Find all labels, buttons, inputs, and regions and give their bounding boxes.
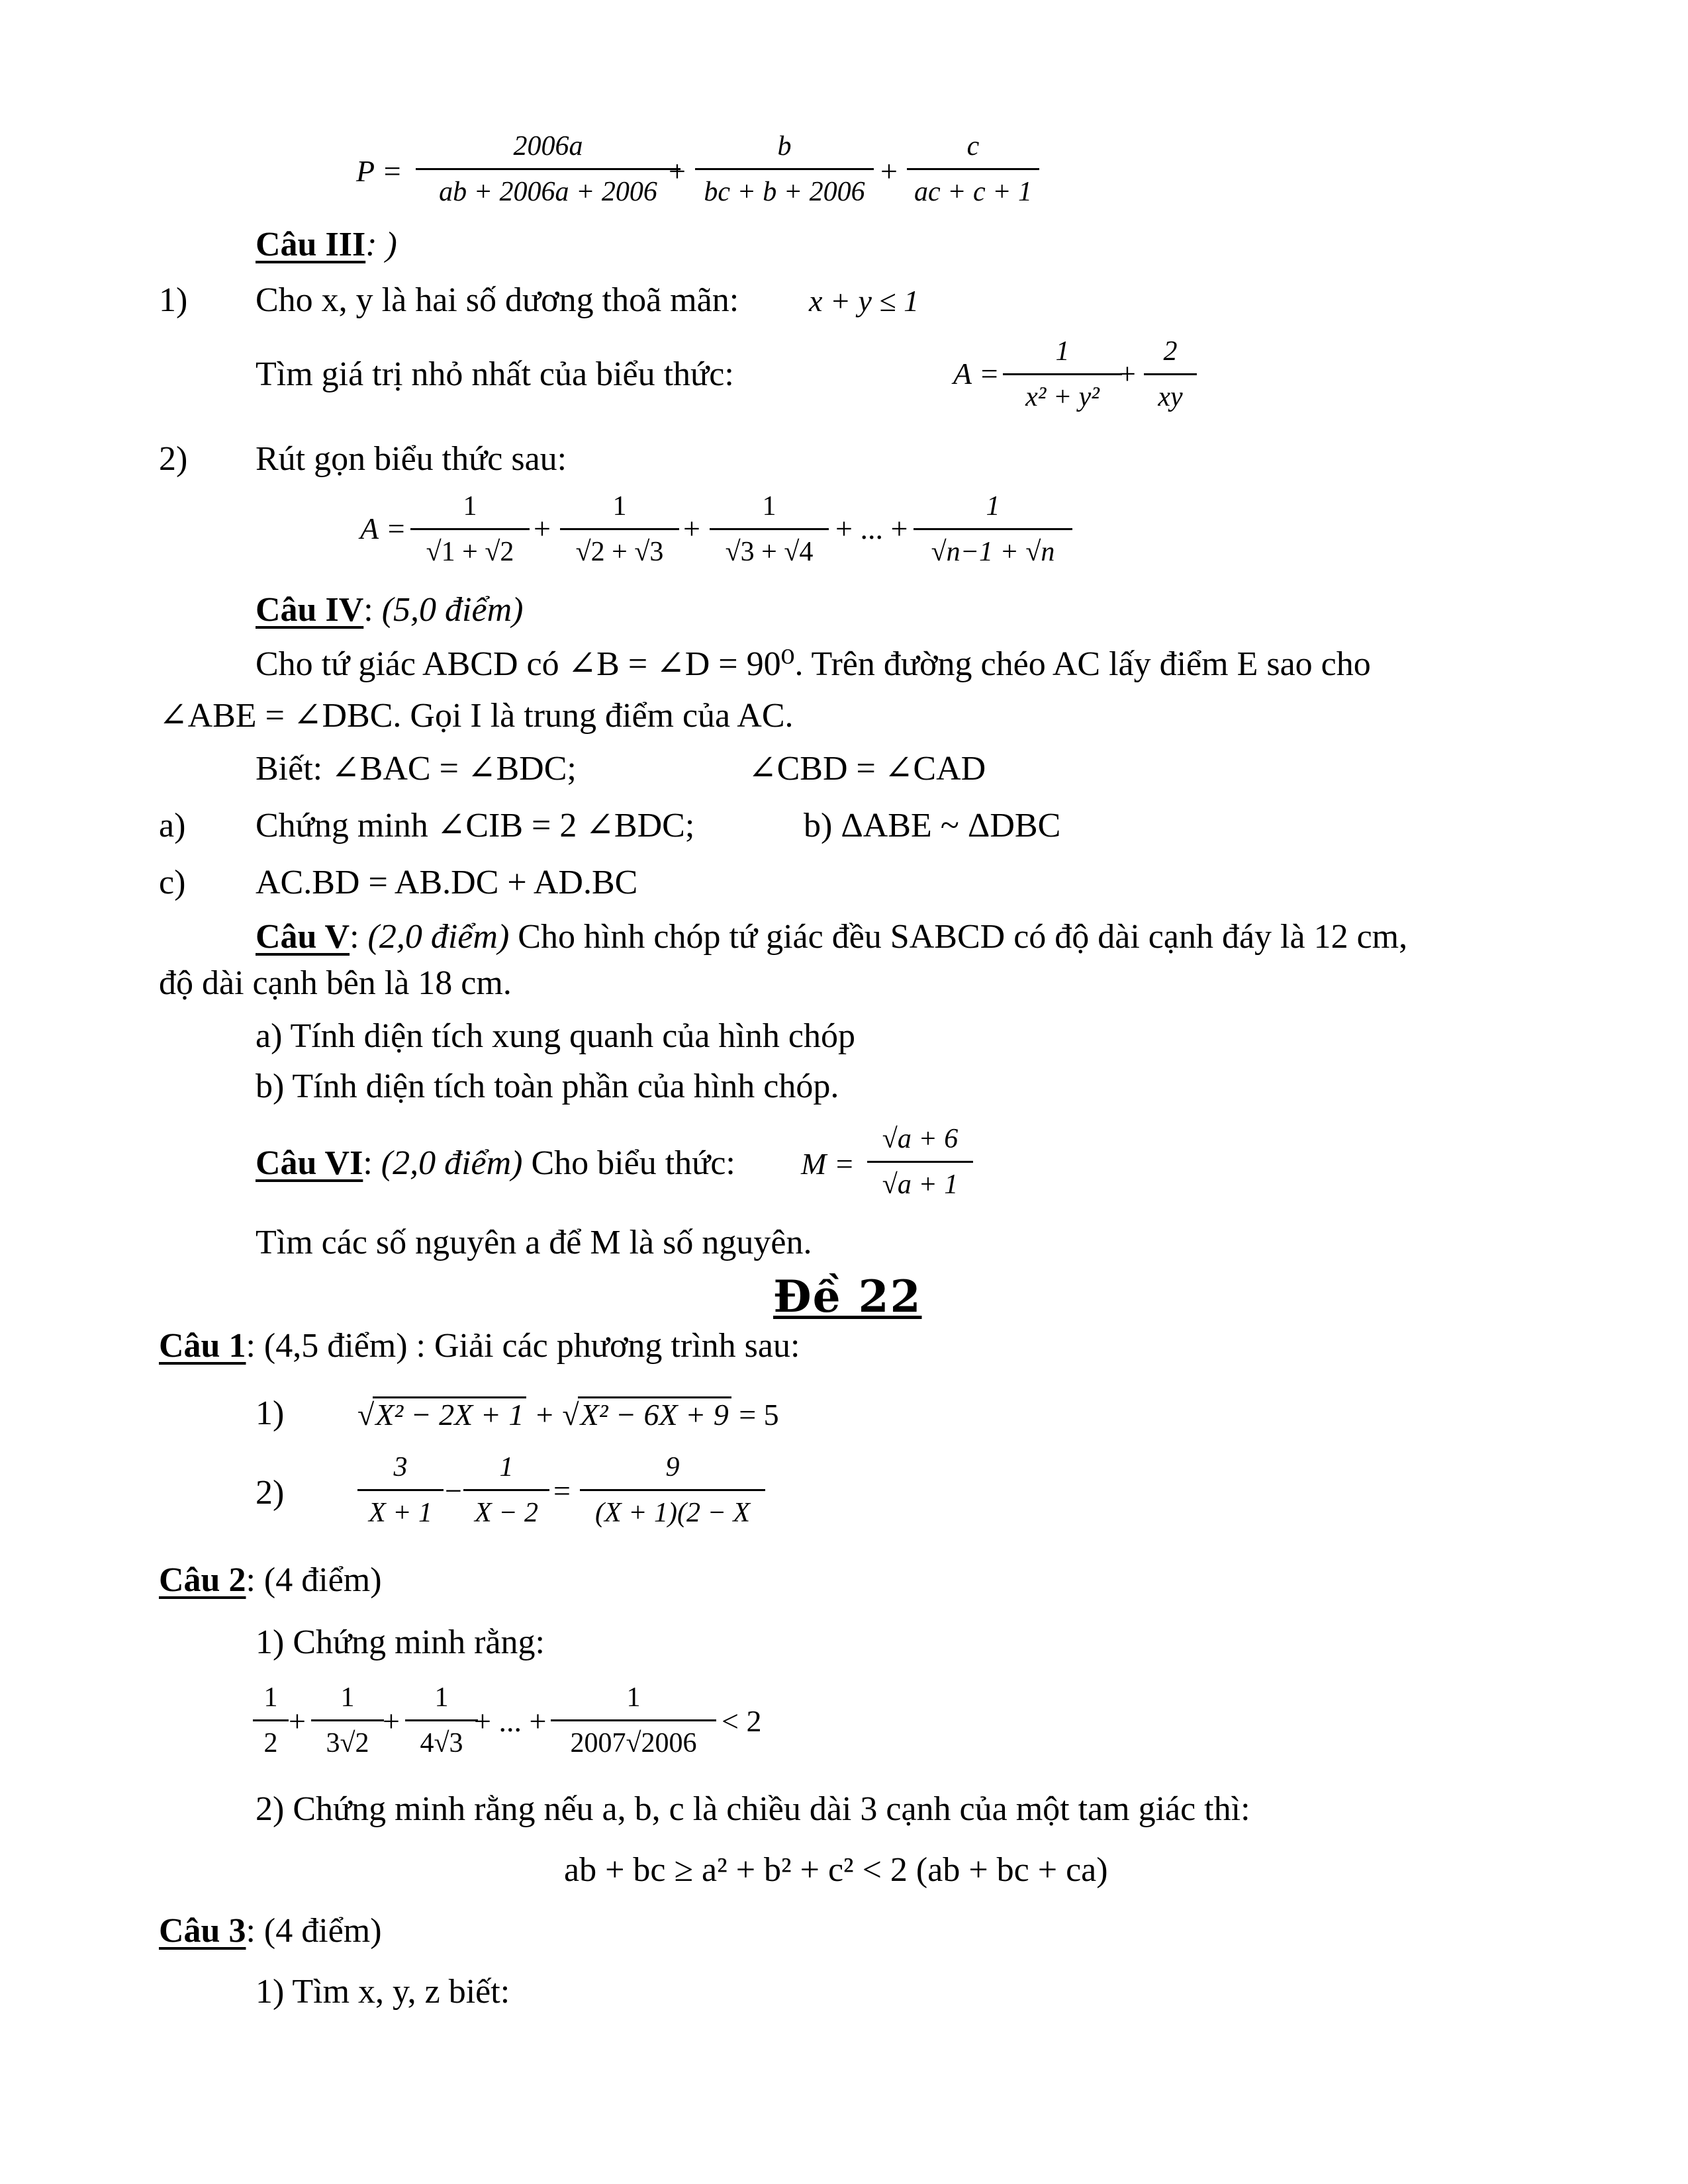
radicand-1: X² − 2X + 1 <box>373 1396 526 1430</box>
de22-c1-text: : (4,5 điểm) : Giải các phương trình sau: <box>246 1327 800 1365</box>
cau3-item1-find: Tìm giá trị nhỏ nhất của biểu thức: <box>256 355 734 393</box>
S-f1-num: 1 <box>463 491 477 522</box>
P-f2-den: bc + b + 2006 <box>695 168 874 206</box>
cau6-colon: : <box>363 1144 373 1182</box>
equals-sign: = <box>553 1474 571 1508</box>
cau5-a: a) Tính diện tích xung quanh của hình chóp <box>256 1017 855 1055</box>
P-fraction-1 <box>416 132 680 206</box>
S-lhs: A = <box>360 512 406 545</box>
A-fraction-1 <box>1003 338 1122 411</box>
plus-sign: + <box>1119 357 1136 390</box>
cau4-c-num: c) <box>159 864 186 901</box>
S-f2-den: √2 + √3 <box>560 528 679 566</box>
cau5-line1 <box>256 920 1407 954</box>
cau4-b-text: b) ΔABE ~ ΔDBC <box>804 807 1061 844</box>
c1-2-fraction-3 <box>580 1453 765 1527</box>
de22-c1-label: Câu 1 <box>159 1327 246 1365</box>
c1-2-f2-den: X − 2 <box>463 1489 549 1527</box>
S-fraction-3 <box>710 492 829 566</box>
c2-fraction-1 <box>253 1684 289 1757</box>
c1-2-f1-den: X + 1 <box>357 1489 444 1527</box>
A-fraction-2 <box>1144 338 1197 411</box>
de22-c3-text: : (4 điểm) <box>246 1912 382 1950</box>
M-lhs: M = <box>801 1147 855 1181</box>
P-f1-den: ab + 2006a + 2006 <box>416 168 680 206</box>
cau3-label: Câu III <box>256 226 366 263</box>
S-f3-num: 1 <box>762 491 776 522</box>
c2-f4-num: 1 <box>626 1682 641 1713</box>
c2-fraction-4 <box>551 1684 716 1757</box>
S-f4-den: √n−1 + √n <box>914 528 1072 566</box>
cau5-colon: : <box>350 918 359 956</box>
cau6-label: Câu VI <box>256 1144 363 1182</box>
cau5-text1: Cho hình chóp tứ giác đều SABCD có độ dài cạnh đáy là 12 cm, <box>518 918 1408 956</box>
cau3-item1-text: Cho x, y là hai số dương thoã mãn: <box>256 281 739 319</box>
cau6-find: Tìm các số nguyên a để M là số nguyên. <box>256 1224 812 1261</box>
c2-fraction-3 <box>405 1684 478 1757</box>
de22-c1-2-num: 2) <box>256 1474 285 1512</box>
c1-2-fraction-1 <box>357 1453 444 1527</box>
de22-c3-line <box>159 1914 382 1948</box>
cau4-line3b: ∠CBD = ∠CAD <box>748 750 986 788</box>
cau5-text2: độ dài cạnh bên là 18 cm. <box>159 964 512 1002</box>
S-f3-den: √3 + √4 <box>710 528 829 566</box>
de22-c1-1-eq: √X² − 2X + 1 + √X² − 6X + 9 = 5 <box>357 1398 779 1432</box>
P-fraction-2 <box>695 132 874 206</box>
A-f2-num: 2 <box>1163 336 1178 367</box>
P-f1-num: 2006a <box>513 131 583 161</box>
c2-rhs: < 2 <box>722 1704 762 1738</box>
M-num: √a + 6 <box>882 1124 959 1154</box>
cau3-item1-num: 1) <box>159 281 188 319</box>
c2-f3-den: 4√3 <box>405 1719 478 1757</box>
plus-sign: + <box>880 154 898 188</box>
de22-title: Đề 22 <box>773 1271 922 1322</box>
cau4-a-text: Chứng minh ∠CIB = 2 ∠BDC; <box>256 807 695 844</box>
A-lhs: A = <box>953 357 1000 390</box>
cau4-colon: : <box>363 591 373 629</box>
minus-sign: − <box>445 1474 462 1508</box>
cau4-line1: Cho tứ giác ABCD có ∠B = ∠D = 90⁰. Trên đường chéo AC lấy điểm E sao cho <box>256 645 1371 683</box>
cau6-text: Cho biểu thức: <box>531 1144 735 1182</box>
cau5-label: Câu V <box>256 918 350 956</box>
plus-sign: + <box>669 154 686 188</box>
c2-f4-den: 2007√2006 <box>551 1719 716 1757</box>
c1-2-fraction-2 <box>463 1453 549 1527</box>
de22-c2-label: Câu 2 <box>159 1561 246 1599</box>
S-dots: + ... + <box>835 512 908 545</box>
de22-c1-1-rhs: = 5 <box>739 1398 779 1432</box>
cau4-line2: ∠ABE = ∠DBC. Gọi I là trung điểm của AC. <box>159 697 794 735</box>
c1-2-f3-den: (X + 1)(2 − X <box>580 1489 765 1527</box>
P-f3-den: ac + c + 1 <box>907 168 1039 206</box>
cau3-item2-text: Rút gọn biểu thức sau: <box>256 440 567 478</box>
c1-2-f1-num: 3 <box>393 1452 408 1482</box>
plus-sign: + <box>383 1704 400 1738</box>
cau6-points: (2,0 điểm) <box>381 1144 523 1182</box>
cau4-points: (5,0 điểm) <box>381 591 524 629</box>
de22-c1-1-num: 1) <box>256 1394 285 1432</box>
cau5-points: (2,0 điểm) <box>367 918 510 956</box>
c2-f2-num: 1 <box>340 1682 355 1713</box>
S-f4-num: 1 <box>986 491 1000 522</box>
c2-fraction-2 <box>311 1684 384 1757</box>
plus-sign: + <box>683 512 700 545</box>
de22-c1-line <box>159 1329 800 1363</box>
c1-2-f2-num: 1 <box>499 1452 514 1482</box>
M-fraction <box>867 1125 973 1199</box>
cau3-heading <box>256 228 397 262</box>
c1-2-f3-num: 9 <box>665 1452 680 1482</box>
cau5-b: b) Tính diện tích toàn phần của hình chóp. <box>256 1068 839 1105</box>
cau4-a-num: a) <box>159 807 186 844</box>
de22-c3-label: Câu 3 <box>159 1912 246 1950</box>
plus-sign: + <box>289 1704 306 1738</box>
cau3-rest: : ) <box>365 226 397 263</box>
A-f1-den: x² + y² <box>1003 373 1122 411</box>
P-lhs: P = <box>356 154 402 188</box>
de22-c2-1: 1) Chứng minh rằng: <box>256 1623 545 1661</box>
c2-dots: + ... + <box>474 1704 547 1738</box>
cau6-line <box>256 1146 735 1181</box>
P-fraction-3 <box>907 132 1039 206</box>
A-f2-den: xy <box>1144 373 1197 411</box>
cau3-item2-num: 2) <box>159 440 188 478</box>
S-fraction-2 <box>560 492 679 566</box>
S-f2-num: 1 <box>612 491 627 522</box>
c2-f1-num: 1 <box>263 1682 278 1713</box>
c2-f2-den: 3√2 <box>311 1719 384 1757</box>
S-f1-den: √1 + √2 <box>410 528 530 566</box>
P-f3-num: c <box>966 131 980 161</box>
A-f1-num: 1 <box>1055 336 1070 367</box>
cau3-item1-cond: x + y ≤ 1 <box>809 284 919 318</box>
c2-f3-num: 1 <box>434 1682 449 1713</box>
P-f2-num: b <box>777 131 792 161</box>
M-den: √a + 1 <box>867 1161 973 1199</box>
S-fraction-4 <box>914 492 1072 566</box>
de22-c2-text: : (4 điểm) <box>246 1561 382 1599</box>
S-fraction-1 <box>410 492 530 566</box>
c2-f1-den: 2 <box>253 1719 289 1757</box>
radicand-2: X² − 6X + 9 <box>578 1396 731 1430</box>
plus-sign: + <box>534 512 551 545</box>
de22-c2-ineq: ab + bc ≥ a² + b² + c² < 2 (ab + bc + ca) <box>564 1851 1108 1889</box>
cau4-heading <box>256 593 523 627</box>
de22-c2-2: 2) Chứng minh rằng nếu a, b, c là chiều dài 3 cạnh của một tam giác thì: <box>256 1790 1250 1828</box>
de22-c3-1: 1) Tìm x, y, z biết: <box>256 1973 510 2011</box>
cau4-c-text: AC.BD = AB.DC + AD.BC <box>256 864 638 901</box>
cau4-line3a: Biết: ∠BAC = ∠BDC; <box>256 750 577 788</box>
de22-c2-line <box>159 1563 382 1598</box>
cau4-label: Câu IV <box>256 591 364 629</box>
